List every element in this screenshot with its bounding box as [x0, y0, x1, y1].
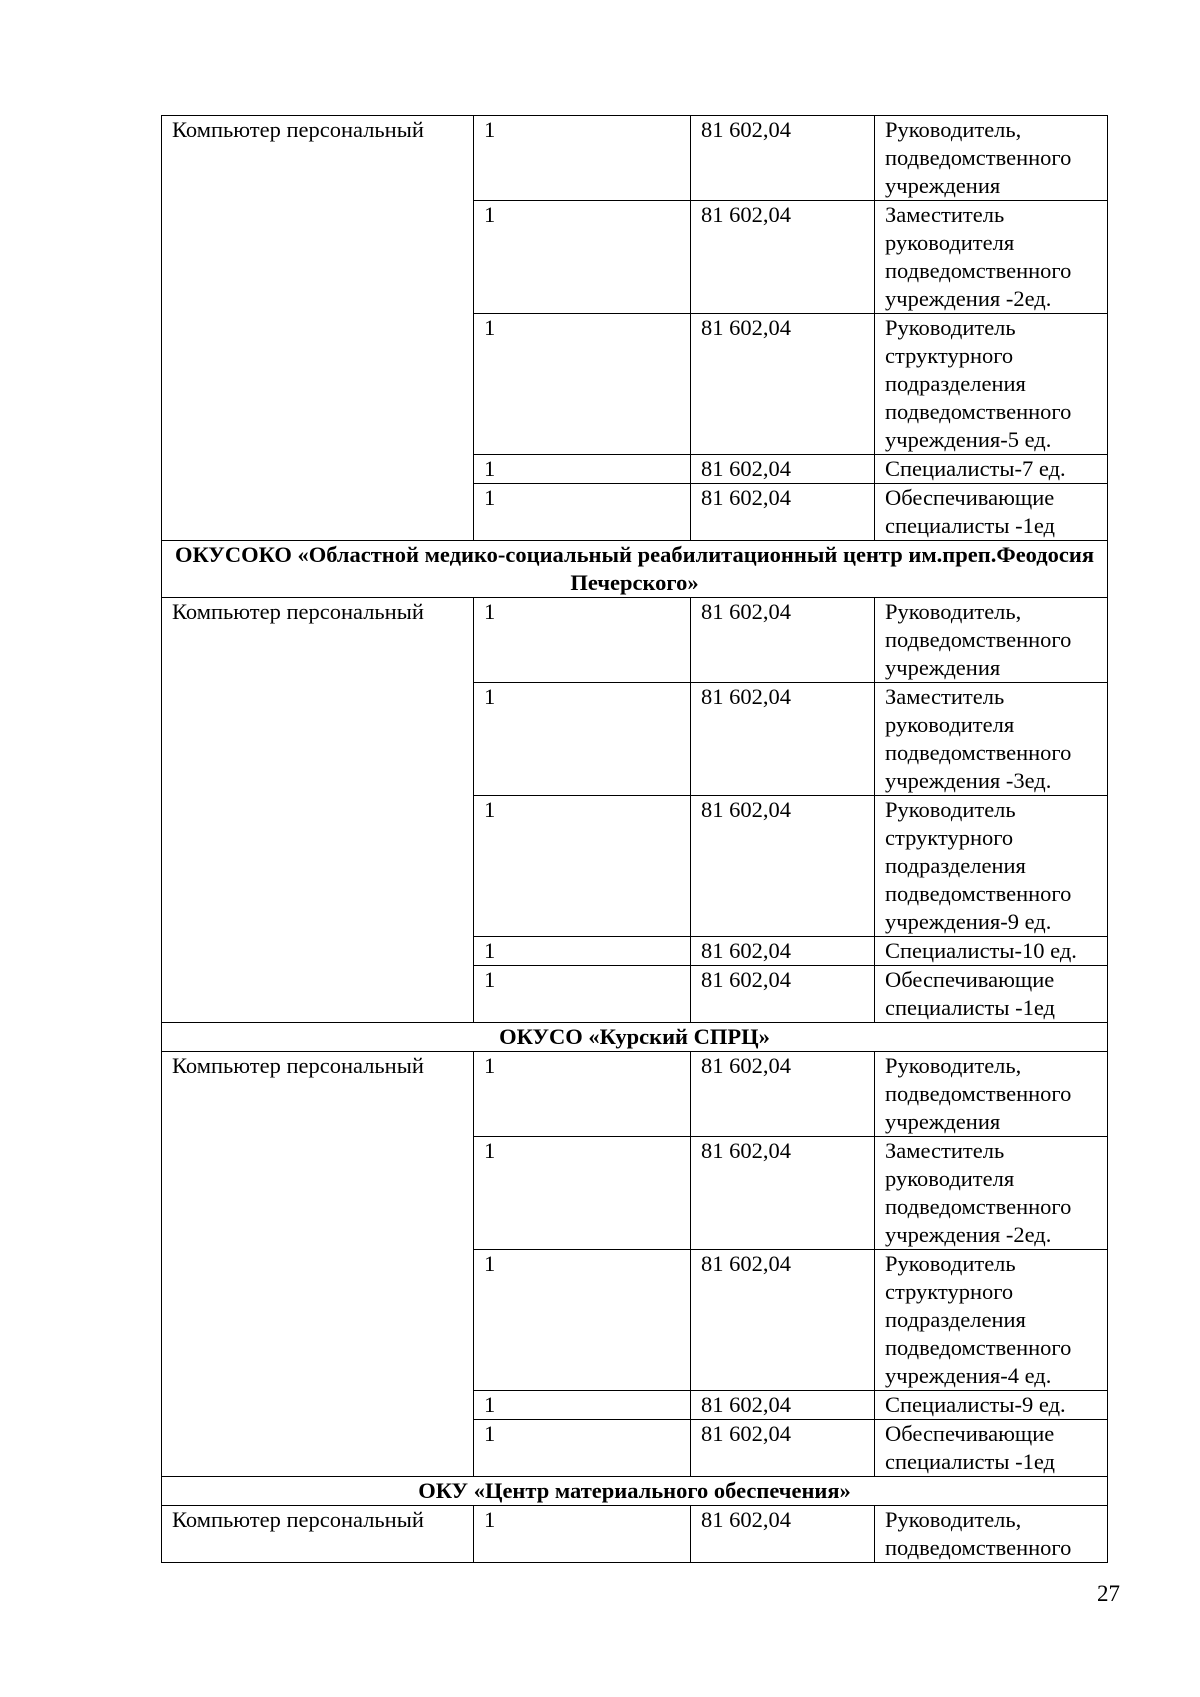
- price-cell: 81 602,04: [691, 314, 875, 455]
- position-cell: Руководитель структурного подразделения подведомственного учреждения-9 ед.: [875, 796, 1108, 937]
- item-name-cell: Компьютер персональный: [162, 1506, 474, 1563]
- quantity-cell: 1: [474, 314, 691, 455]
- position-cell: Руководитель, подведомственного: [875, 1506, 1108, 1563]
- quantity-cell: 1: [474, 455, 691, 484]
- position-cell: Руководитель структурного подразделения подведомственного учреждения-5 ед.: [875, 314, 1108, 455]
- position-cell: Специалисты-10 ед.: [875, 937, 1108, 966]
- position-cell: Заместитель руководителя подведомственного учреждения -2ед.: [875, 201, 1108, 314]
- quantity-cell: 1: [474, 1250, 691, 1391]
- quantity-cell: 1: [474, 201, 691, 314]
- section-title: ОКУСОКО «Областной медико-социальный реабилитационный центр им.преп.Феодосия Печерского»: [162, 541, 1108, 598]
- quantity-cell: 1: [474, 683, 691, 796]
- position-cell: Специалисты-7 ед.: [875, 455, 1108, 484]
- table-row: [162, 1506, 1108, 1563]
- price-cell: 81 602,04: [691, 598, 875, 683]
- quantity-cell: 1: [474, 1137, 691, 1250]
- quantity-cell: 1: [474, 1052, 691, 1137]
- position-cell: Руководитель структурного подразделения подведомственного учреждения-4 ед.: [875, 1250, 1108, 1391]
- item-name-cell: Компьютер персональный: [162, 598, 474, 1023]
- price-cell: 81 602,04: [691, 683, 875, 796]
- position-cell: Руководитель, подведомственного учреждения: [875, 598, 1108, 683]
- quantity-cell: 1: [474, 1420, 691, 1477]
- price-cell: 81 602,04: [691, 937, 875, 966]
- section-header-row: [162, 1477, 1108, 1506]
- position-cell: Заместитель руководителя подведомственного учреждения -3ед.: [875, 683, 1108, 796]
- quantity-cell: 1: [474, 484, 691, 541]
- quantity-cell: 1: [474, 1506, 691, 1563]
- position-cell: Руководитель, подведомственного учреждения: [875, 1052, 1108, 1137]
- item-name-cell: Компьютер персональный: [162, 1052, 474, 1477]
- quantity-cell: 1: [474, 1391, 691, 1420]
- price-cell: 81 602,04: [691, 1250, 875, 1391]
- price-cell: 81 602,04: [691, 966, 875, 1023]
- price-cell: 81 602,04: [691, 1052, 875, 1137]
- section-title: ОКУ «Центр материального обеспечения»: [162, 1477, 1108, 1506]
- position-cell: Специалисты-9 ед.: [875, 1391, 1108, 1420]
- table-row: [162, 598, 1108, 683]
- price-cell: 81 602,04: [691, 1506, 875, 1563]
- table-row: [162, 1052, 1108, 1137]
- quantity-cell: 1: [474, 598, 691, 683]
- quantity-cell: 1: [474, 937, 691, 966]
- price-cell: 81 602,04: [691, 1137, 875, 1250]
- position-cell: Обеспечивающие специалисты -1ед: [875, 966, 1108, 1023]
- price-cell: 81 602,04: [691, 796, 875, 937]
- table-row: [162, 116, 1108, 201]
- position-cell: Обеспечивающие специалисты -1ед: [875, 1420, 1108, 1477]
- section-header-row: [162, 541, 1108, 598]
- page-number: 27: [1097, 1581, 1120, 1606]
- price-cell: 81 602,04: [691, 484, 875, 541]
- equipment-table: [161, 115, 1108, 1563]
- position-cell: Руководитель, подведомственного учреждения: [875, 116, 1108, 201]
- section-title: ОКУСО «Курский СПРЦ»: [162, 1023, 1108, 1052]
- price-cell: 81 602,04: [691, 201, 875, 314]
- table-body: [162, 116, 1108, 1563]
- price-cell: 81 602,04: [691, 1391, 875, 1420]
- position-cell: Обеспечивающие специалисты -1ед: [875, 484, 1108, 541]
- price-cell: 81 602,04: [691, 1420, 875, 1477]
- price-cell: 81 602,04: [691, 455, 875, 484]
- quantity-cell: 1: [474, 116, 691, 201]
- section-header-row: [162, 1023, 1108, 1052]
- price-cell: 81 602,04: [691, 116, 875, 201]
- position-cell: Заместитель руководителя подведомственного учреждения -2ед.: [875, 1137, 1108, 1250]
- quantity-cell: 1: [474, 966, 691, 1023]
- item-name-cell: Компьютер персональный: [162, 116, 474, 541]
- quantity-cell: 1: [474, 796, 691, 937]
